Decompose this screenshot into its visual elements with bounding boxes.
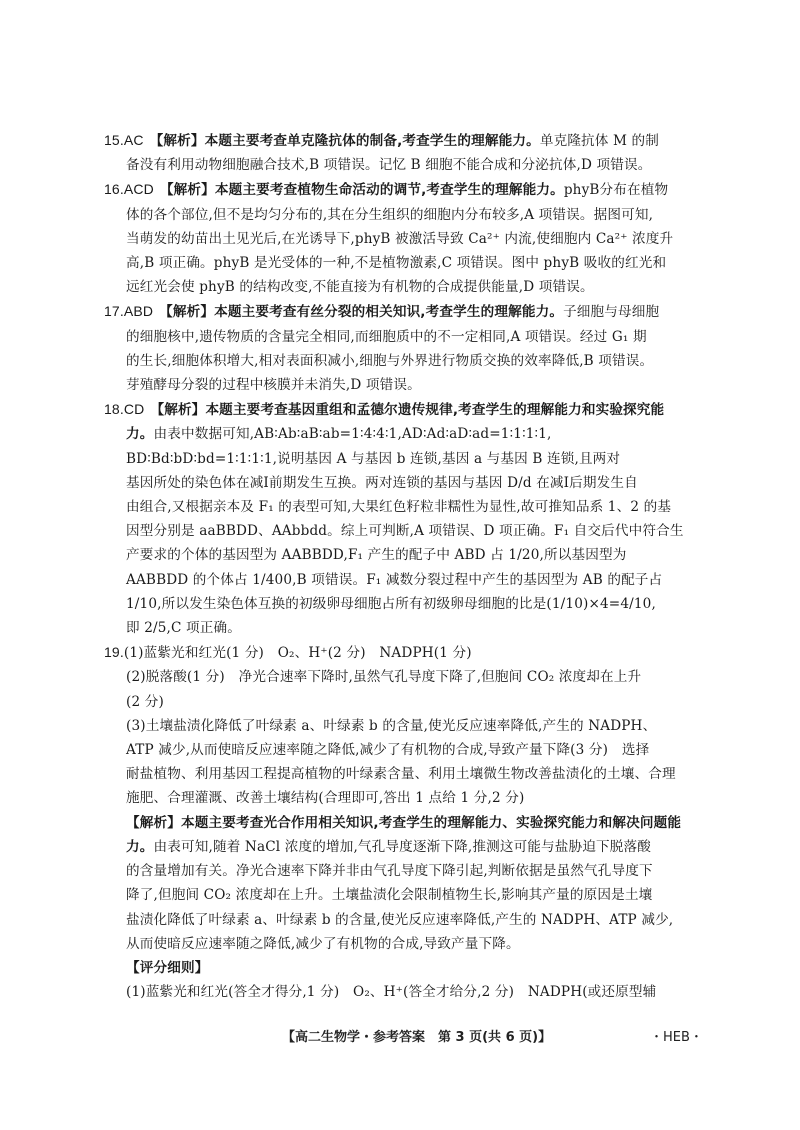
q16-line-1-tail: phyB分布在植物	[563, 182, 669, 199]
q16-line-1	[104, 177, 704, 202]
q16-analysis-tag: 【解析】	[159, 182, 215, 199]
q19-answer-3-cont-1: ATP 减少,从而使暗反应速率随之降低,减少了有机物的合成,导致产量下降(3 分) 选择	[126, 742, 650, 759]
q18-lead: 本题主要考查基因重组和孟德尔遗传规律,考查学生的理解能力和实验探究能	[205, 402, 665, 419]
footer-page-info: 【高二生物学・参考答案 第 3 页(共 6 页)】	[282, 1030, 552, 1045]
q17-line-4: 芽殖酵母分裂的过程中核膜并未消失,D 项错误。	[126, 377, 421, 394]
q17-line-1	[104, 299, 704, 324]
q18-lead-cont: 力。	[126, 426, 154, 443]
q19-number: 19.	[104, 644, 124, 661]
q17-answer: ABD	[123, 303, 154, 320]
q16-number: 16.	[104, 181, 124, 198]
q19-explain-1	[104, 811, 704, 835]
q18-answer: CD	[123, 401, 145, 418]
q15-line-1	[104, 128, 704, 153]
q17-line-2: 的细胞核中,遗传物质的含量完全相同,而细胞质中的不一定相同,A 项错误。经过 G₁ 期	[126, 328, 647, 345]
q19-answer-3: (3)土壤盐渍化降低了叶绿素 a、叶绿素 b 的含量,使光反应速率降低,产生的 NADPH、	[126, 717, 657, 734]
q18-line-4: 基因所处的染色体在减Ⅰ前期发生互换。两对连锁的基因与基因 D/d 在减Ⅰ后期发生自	[126, 474, 638, 491]
q19-analysis-tag: 【解析】	[126, 814, 181, 831]
q16-line-2: 体的各个部位,但不是均匀分布的,其在分生组织的细胞内分布较多,A 项错误。据图可知,	[126, 206, 654, 223]
q19-lead-cont: 力。	[126, 838, 154, 855]
q15-line-2: 备没有利用动物细胞融合技术,B 项错误。记忆 B 细胞不能合成和分泌抗体,D 项错误。	[126, 157, 652, 174]
q18-analysis-tag: 【解析】	[150, 402, 206, 419]
q18-line-9: 1/10,所以发生染色体互换的初级卵母细胞占所有初级卵母细胞的比是(1/10)×4=4/10,	[126, 595, 656, 612]
q18-line-5: 由组合,又根据亲本及 F₁ 的表型可知,大果红色籽粒非糯性为显性,故可推知品系 1、2 的基	[126, 499, 672, 516]
q19-line-1	[104, 640, 704, 665]
answer-key-body	[104, 128, 704, 1004]
q16-line-4: 高,B 项正确。phyB 是光受体的一种,不是植物激素,C 项错误。图中 phyB 吸收的红光和	[126, 255, 667, 272]
q18-line-2-tail: 由表中数据可知,AB∶Ab∶aB∶ab=1∶4∶4∶1,AD∶Ad∶aD∶ad=1∶1∶1∶1,	[153, 426, 552, 443]
q19-explain-2	[104, 835, 704, 859]
q18-line-10: 即 2/5,C 项正确。	[126, 620, 242, 637]
q19-explain-3: 的含量增加有关。净光合速率下降并非由气孔导度下降引起,判断依据是虽然气孔导度下	[126, 863, 653, 880]
q15-answer: AC	[123, 132, 144, 148]
footer-code: ・HEB・	[650, 1030, 703, 1045]
q16-line-5: 远红光会使 phyB 的结构改变,不能直接为有机物的合成提供能量,D 项错误。	[126, 279, 594, 296]
q17-line-1-tail: 子细胞与母细胞	[563, 304, 660, 321]
q19-rubric-title	[104, 956, 704, 980]
q19-answer-3-cont-2: 耐盐植物、利用基因工程提高植物的叶绿素含量、利用土壤微生物改善盐渍化的土壤、合理	[126, 766, 676, 783]
q19-explain-6: 从而使暗反应速率随之降低,减少了有机物的合成,导致产量下降。	[126, 935, 520, 952]
q16-line-3: 当萌发的幼苗出土见光后,在光诱导下,phyB 被激活导致 Ca²⁺ 内流,使细胞内 Ca²⁺ 浓度升	[126, 230, 674, 247]
q15-number: 15.	[104, 132, 124, 148]
q19-rubric-1: (1)蓝紫光和红光(答全才得分,1 分) O₂、H⁺(答全才给分,2 分) NADPH(或还原型辅	[126, 984, 657, 1001]
q19-answer-1: (1)蓝紫光和红光(1 分) O₂、H⁺(2 分) NADPH(1 分)	[123, 645, 472, 662]
q18-line-7: 产要求的个体的基因型为 AABBDD,F₁ 产生的配子中 ABD 占 1/20,所以基因型为	[126, 547, 627, 564]
q17-analysis-tag: 【解析】	[159, 304, 215, 321]
q19-lead: 本题主要考查光合作用相关知识,考查学生的理解能力、实验探究能力和解决问题能	[180, 814, 682, 831]
q17-number: 17.	[104, 303, 124, 320]
q19-answer-2-cont: (2 分)	[126, 693, 164, 710]
q18-line-8: AABBDD 的个体占 1/400,B 项错误。F₁ 减数分裂过程中产生的基因型为 AB 的配子占	[126, 571, 663, 588]
q15-lead: 本题主要考查单克隆抗体的制备,考查学生的理解能力。	[204, 133, 540, 149]
q15-line-1-tail: 单克隆抗体 M 的制	[539, 133, 660, 149]
q18-number: 18.	[104, 401, 124, 418]
q16-lead: 本题主要考查植物生命活动的调节,考查学生的理解能力。	[214, 182, 564, 199]
q16-answer: ACD	[123, 181, 154, 198]
rubric-title-text: 【评分细则】	[126, 959, 209, 976]
q19-explain-2-tail: 由表可知,随着 NaCl 浓度的增加,气孔导度逐渐下降,推测这可能与盐胁迫下脱落酸	[153, 838, 652, 855]
q18-line-6: 因型分别是 aaBBDD、AAbbdd。综上可判断,A 项错误、D 项正确。F₁ 自交后代中符合生	[126, 523, 684, 540]
q19-answer-3-cont-3: 施肥、合理灌溉、改善土壤结构(合理即可,答出 1 点给 1 分,2 分)	[126, 790, 525, 807]
q19-answer-2: (2)脱落酸(1 分) 净光合速率下降时,虽然气孔导度下降了,但胞间 CO₂ 浓度却在上升	[126, 669, 642, 686]
q19-explain-5: 盐渍化降低了叶绿素 a、叶绿素 b 的含量,使光反应速率降低,产生的 NADPH、ATP 减少,	[126, 911, 674, 928]
q19-explain-4: 降了,但胞间 CO₂ 浓度却在上升。土壤盐渍化会限制植物生长,影响其产量的原因是土壤	[126, 887, 653, 904]
q15-analysis-tag: 【解析】	[149, 133, 205, 149]
q18-line-3: BD∶Bd∶bD∶bd=1∶1∶1∶1,说明基因 A 与基因 b 连锁,基因 a 与基因 B 连锁,且两对	[126, 450, 621, 467]
q17-line-3: 的生长,细胞体积增大,相对表面积减小,细胞与外界进行物质交换的效率降低,B 项错误。	[126, 352, 654, 369]
q18-line-1	[104, 397, 704, 422]
q17-lead: 本题主要考查有丝分裂的相关知识,考查学生的理解能力。	[214, 304, 564, 321]
q18-line-2	[104, 422, 704, 446]
